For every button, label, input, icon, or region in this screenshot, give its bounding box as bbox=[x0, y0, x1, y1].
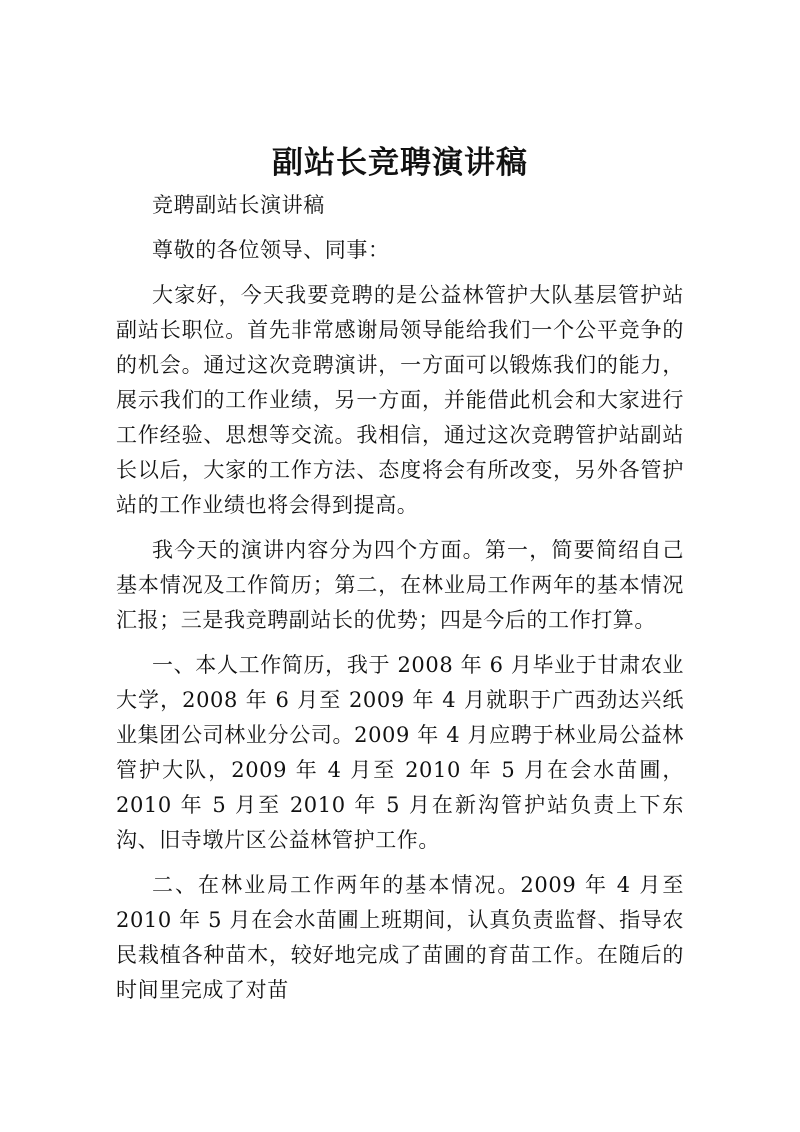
paragraph-work-history: 一、本人工作简历，我于 2008 年 6 月毕业于甘肃农业大学，2008 年 6 月至 2009 年 4 月就职于广西劲达兴纸业集团公司林业分公司。2009 年 4 月应聘于林业局公益林管护大队，2009 年 4 月至 2010 年 5 月在会水苗圃，2010 年 5 月至 2010 年 5 月在新沟管护站负责上下东沟、旧寺墩片区公益林管护工作。 bbox=[116, 653, 684, 852]
paragraph-introduction: 大家好，今天我要竞聘的是公益林管护大队基层管护站副站长职位。首先非常感谢局领导能给我们一个公平竞争的的机会。通过这次竞聘演讲，一方面可以锻炼我们的能力，展示我们的工作业绩，另一方面，并能借此机会和大家进行工作经验、思想等交流。我相信，通过这次竞聘管护站副站长以后，大家的工作方法、态度将会有所改变，另外各管护站的工作业绩也将会得到提高。 bbox=[116, 283, 684, 517]
document-body bbox=[116, 188, 684, 1018]
document-title: 副站长竞聘演讲稿 bbox=[272, 145, 528, 181]
paragraph-outline: 我今天的演讲内容分为四个方面。第一，简要简绍自己基本情况及工作简历；第二，在林业局工作两年的基本情况汇报；三是我竞聘副站长的优势；四是今后的工作打算。 bbox=[116, 538, 684, 632]
paragraph-salutation: 尊敬的各位领导、同事： bbox=[152, 238, 390, 262]
paragraph-work-summary: 二、在林业局工作两年的基本情况。2009 年 4 月至 2010 年 5 月在会水苗圃上班期间，认真负责监督、指导农民栽植各种苗木，较好地完成了苗圃的育苗工作。在随后的时间里完成了对苗 bbox=[116, 873, 684, 1002]
paragraph-subtitle: 竞聘副站长演讲稿 bbox=[152, 193, 325, 217]
